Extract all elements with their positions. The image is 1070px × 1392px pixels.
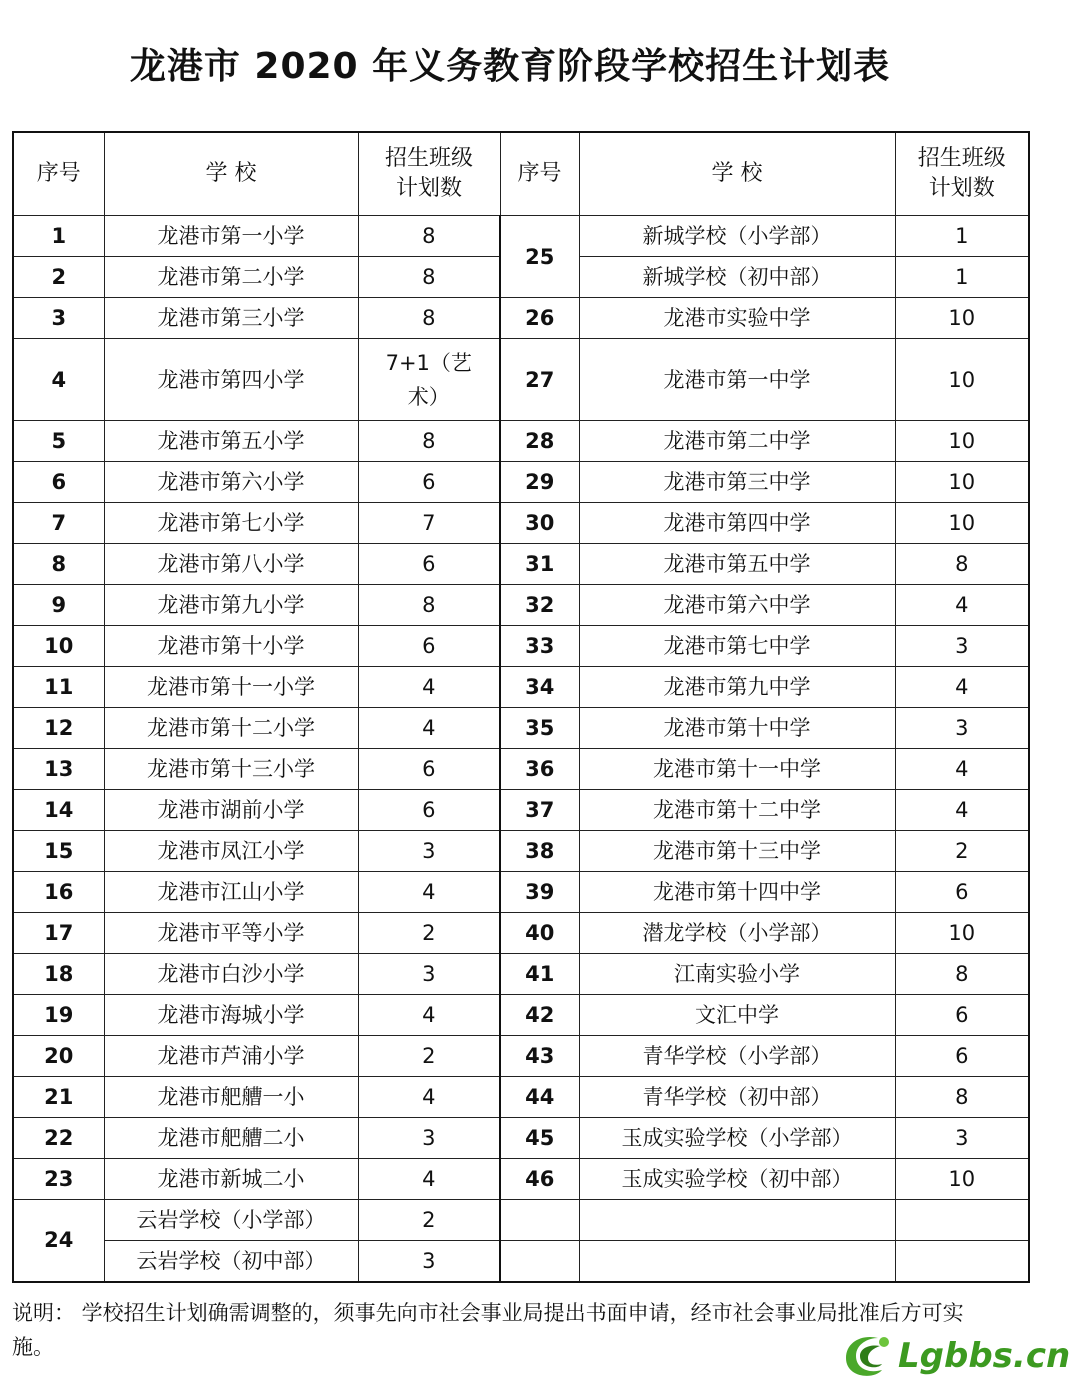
classes-cell: 4: [358, 667, 500, 708]
classes-cell: 2: [895, 831, 1029, 872]
classes-cell: 4: [358, 1077, 500, 1118]
table-row: [13, 995, 1029, 1036]
classes-cell: 3: [358, 954, 500, 995]
header-seq: 序号: [500, 132, 579, 216]
school-cell: 龙港市第七中学: [579, 626, 895, 667]
classes-cell: 4: [895, 790, 1029, 831]
header-school: 学 校: [579, 132, 895, 216]
seq-cell: 19: [13, 995, 104, 1036]
seq-cell: 8: [13, 544, 104, 585]
classes-cell: 10: [895, 462, 1029, 503]
school-cell: 龙港市第十四中学: [579, 872, 895, 913]
classes-cell: 4: [895, 585, 1029, 626]
school-cell: 龙港市第十二小学: [104, 708, 358, 749]
classes-cell: 10: [895, 421, 1029, 462]
seq-cell: 21: [13, 1077, 104, 1118]
school-cell: 龙港市第二小学: [104, 257, 358, 298]
header-classes: 招生班级 计划数: [895, 132, 1029, 216]
lgbbs-logo-icon: [838, 1328, 898, 1386]
seq-cell: 43: [500, 1036, 579, 1077]
seq-cell: 9: [13, 585, 104, 626]
classes-cell: 3: [358, 831, 500, 872]
classes-cell: 8: [895, 1077, 1029, 1118]
classes-cell: 10: [895, 298, 1029, 339]
table-row: [13, 1036, 1029, 1077]
school-cell: 龙港市新城二小: [104, 1159, 358, 1200]
school-cell: 龙港市海城小学: [104, 995, 358, 1036]
classes-cell: 3: [895, 1118, 1029, 1159]
table-row: [13, 421, 1029, 462]
seq-cell: 1: [13, 216, 104, 257]
classes-cell: 4: [358, 708, 500, 749]
school-cell: 龙港市舥艚一小: [104, 1077, 358, 1118]
school-cell: 青华学校（小学部）: [579, 1036, 895, 1077]
school-cell: 新城学校（初中部）: [579, 257, 895, 298]
table-row: [13, 872, 1029, 913]
enrollment-table: [12, 131, 1030, 1283]
school-cell: 龙港市第三中学: [579, 462, 895, 503]
school-cell: 龙港市第五小学: [104, 421, 358, 462]
school-cell: 龙港市平等小学: [104, 913, 358, 954]
seq-cell: 45: [500, 1118, 579, 1159]
classes-cell: 4: [358, 995, 500, 1036]
classes-cell: 6: [895, 872, 1029, 913]
classes-cell: 7: [358, 503, 500, 544]
seq-cell: [500, 1241, 579, 1282]
seq-cell: 10: [13, 626, 104, 667]
seq-cell: 40: [500, 913, 579, 954]
school-cell: 龙港市第一中学: [579, 339, 895, 421]
watermark-text: Lgbbs.cn: [898, 1336, 1070, 1376]
classes-cell: 6: [358, 462, 500, 503]
seq-cell: 39: [500, 872, 579, 913]
school-cell: 龙港市第六小学: [104, 462, 358, 503]
table-row: [13, 626, 1029, 667]
school-cell: 龙港市第三小学: [104, 298, 358, 339]
seq-cell: 17: [13, 913, 104, 954]
seq-cell: 29: [500, 462, 579, 503]
classes-cell: 2: [358, 1200, 500, 1241]
table-row: [13, 708, 1029, 749]
table-row: [13, 913, 1029, 954]
table-header-row: [13, 132, 1029, 216]
seq-cell: 11: [13, 667, 104, 708]
classes-cell: 10: [895, 913, 1029, 954]
school-cell: 龙港市江山小学: [104, 872, 358, 913]
classes-cell: 10: [895, 1159, 1029, 1200]
seq-cell: 41: [500, 954, 579, 995]
classes-cell: 3: [895, 626, 1029, 667]
classes-cell: 6: [358, 626, 500, 667]
table-row: [13, 749, 1029, 790]
school-cell: 龙港市第十二中学: [579, 790, 895, 831]
table-row: [13, 1200, 1029, 1241]
classes-cell: 8: [895, 544, 1029, 585]
seq-cell: 13: [13, 749, 104, 790]
school-cell: 龙港市第二中学: [579, 421, 895, 462]
classes-cell: 1: [895, 216, 1029, 257]
table-row: [13, 1118, 1029, 1159]
school-cell: 龙港市第八小学: [104, 544, 358, 585]
classes-cell: 4: [358, 1159, 500, 1200]
header-seq: 序号: [13, 132, 104, 216]
seq-cell: 33: [500, 626, 579, 667]
seq-cell: 44: [500, 1077, 579, 1118]
school-cell: 云岩学校（初中部）: [104, 1241, 358, 1282]
seq-cell: 31: [500, 544, 579, 585]
school-cell: 文汇中学: [579, 995, 895, 1036]
classes-cell: 8: [358, 421, 500, 462]
school-cell: 新城学校（小学部）: [579, 216, 895, 257]
table-row: [13, 298, 1029, 339]
seq-cell: 24: [13, 1200, 104, 1282]
school-cell: 龙港市第九小学: [104, 585, 358, 626]
table-row: [13, 216, 1029, 257]
classes-cell: 6: [895, 995, 1029, 1036]
seq-cell: 6: [13, 462, 104, 503]
seq-cell: [500, 1200, 579, 1241]
seq-cell: 7: [13, 503, 104, 544]
school-cell: 龙港市凤江小学: [104, 831, 358, 872]
seq-cell: 2: [13, 257, 104, 298]
seq-cell: 3: [13, 298, 104, 339]
school-cell: [579, 1241, 895, 1282]
table-row: [13, 544, 1029, 585]
seq-cell: 26: [500, 298, 579, 339]
school-cell: 龙港市芦浦小学: [104, 1036, 358, 1077]
seq-cell: 37: [500, 790, 579, 831]
school-cell: 龙港市第十小学: [104, 626, 358, 667]
school-cell: 龙港市白沙小学: [104, 954, 358, 995]
classes-cell: 8: [895, 954, 1029, 995]
classes-cell: 7+1（艺术）: [358, 339, 500, 421]
seq-cell: 28: [500, 421, 579, 462]
table-row: [13, 667, 1029, 708]
classes-cell: 8: [358, 585, 500, 626]
watermark-logo: [838, 1328, 1070, 1386]
school-cell: 龙港市第十三小学: [104, 749, 358, 790]
seq-cell: 5: [13, 421, 104, 462]
page-title: 龙港市 2020 年义务教育阶段学校招生计划表: [129, 46, 891, 87]
school-cell: 龙港市第九中学: [579, 667, 895, 708]
school-cell: 龙港市第十三中学: [579, 831, 895, 872]
classes-cell: 8: [358, 298, 500, 339]
seq-cell: 20: [13, 1036, 104, 1077]
classes-cell: 8: [358, 257, 500, 298]
header-school: 学 校: [104, 132, 358, 216]
table-row: [13, 1241, 1029, 1282]
school-cell: 龙港市第四小学: [104, 339, 358, 421]
school-cell: 玉成实验学校（小学部）: [579, 1118, 895, 1159]
table-row: [13, 1159, 1029, 1200]
classes-cell: 3: [358, 1241, 500, 1282]
seq-cell: 32: [500, 585, 579, 626]
classes-cell: 10: [895, 339, 1029, 421]
seq-cell: 14: [13, 790, 104, 831]
seq-cell: 4: [13, 339, 104, 421]
classes-cell: 4: [358, 872, 500, 913]
school-cell: 龙港市第十中学: [579, 708, 895, 749]
seq-cell: 34: [500, 667, 579, 708]
classes-cell: [895, 1200, 1029, 1241]
school-cell: 龙港市第十一中学: [579, 749, 895, 790]
school-cell: 龙港市第六中学: [579, 585, 895, 626]
table-row: [13, 462, 1029, 503]
school-cell: 龙港市舥艚二小: [104, 1118, 358, 1159]
classes-cell: 2: [358, 913, 500, 954]
table-row: [13, 790, 1029, 831]
seq-cell: 15: [13, 831, 104, 872]
table-row: [13, 831, 1029, 872]
seq-cell: 18: [13, 954, 104, 995]
classes-cell: 3: [358, 1118, 500, 1159]
seq-cell: 27: [500, 339, 579, 421]
school-cell: 龙港市第十一小学: [104, 667, 358, 708]
school-cell: 玉成实验学校（初中部）: [579, 1159, 895, 1200]
classes-cell: 4: [895, 667, 1029, 708]
header-classes: 招生班级 计划数: [358, 132, 500, 216]
table-row: [13, 503, 1029, 544]
footnote: 说明： 学校招生计划确需调整的，须事先向市社会事业局提出书面申请，经市社会事业局批准后方可实施。: [12, 1301, 964, 1359]
classes-cell: 6: [358, 544, 500, 585]
classes-cell: 6: [358, 749, 500, 790]
seq-cell: 16: [13, 872, 104, 913]
classes-cell: 10: [895, 503, 1029, 544]
seq-cell: 42: [500, 995, 579, 1036]
table-row: [13, 339, 1029, 421]
school-cell: [579, 1200, 895, 1241]
school-cell: 龙港市第一小学: [104, 216, 358, 257]
seq-cell: 38: [500, 831, 579, 872]
seq-cell: 12: [13, 708, 104, 749]
school-cell: 青华学校（初中部）: [579, 1077, 895, 1118]
classes-cell: 4: [895, 749, 1029, 790]
classes-cell: 1: [895, 257, 1029, 298]
seq-cell: 35: [500, 708, 579, 749]
school-cell: 龙港市第五中学: [579, 544, 895, 585]
classes-cell: 3: [895, 708, 1029, 749]
school-cell: 龙港市第四中学: [579, 503, 895, 544]
table-row: [13, 954, 1029, 995]
classes-cell: 6: [358, 790, 500, 831]
school-cell: 江南实验小学: [579, 954, 895, 995]
school-cell: 潜龙学校（小学部）: [579, 913, 895, 954]
seq-cell: 30: [500, 503, 579, 544]
classes-cell: [895, 1241, 1029, 1282]
seq-cell: 36: [500, 749, 579, 790]
seq-cell: 46: [500, 1159, 579, 1200]
school-cell: 龙港市湖前小学: [104, 790, 358, 831]
school-cell: 龙港市实验中学: [579, 298, 895, 339]
table-row: [13, 585, 1029, 626]
seq-cell: 23: [13, 1159, 104, 1200]
classes-cell: 2: [358, 1036, 500, 1077]
school-cell: 龙港市第七小学: [104, 503, 358, 544]
school-cell: 云岩学校（小学部）: [104, 1200, 358, 1241]
classes-cell: 6: [895, 1036, 1029, 1077]
seq-cell: 22: [13, 1118, 104, 1159]
seq-cell: 25: [500, 216, 579, 298]
table-row: [13, 1077, 1029, 1118]
classes-cell: 8: [358, 216, 500, 257]
